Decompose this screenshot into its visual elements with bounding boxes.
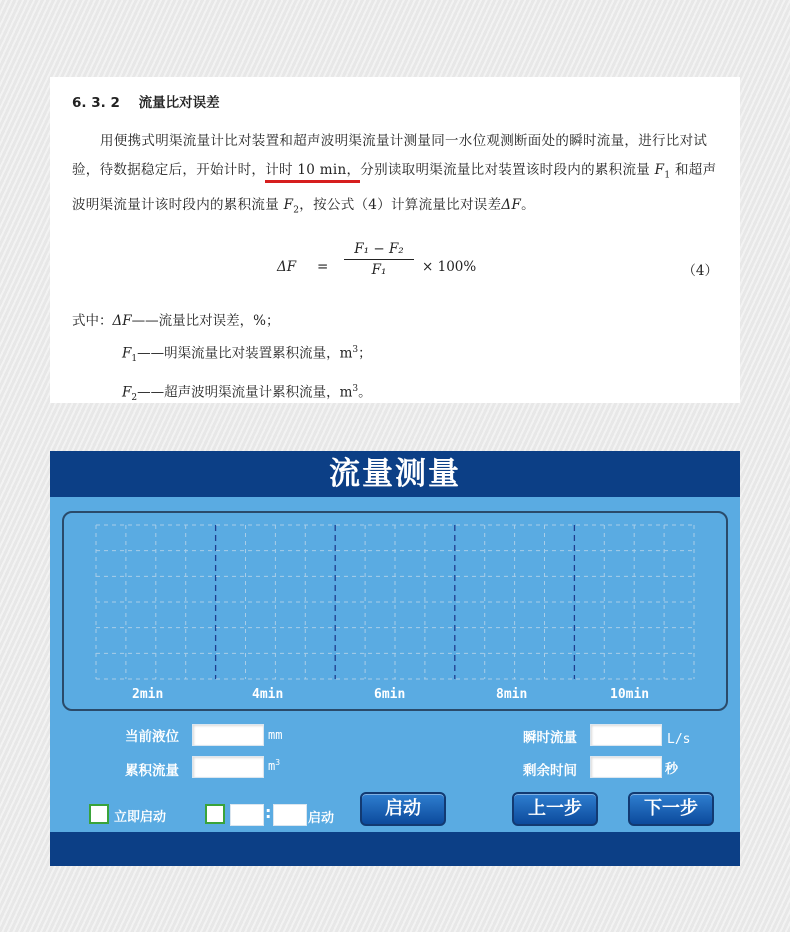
formula	[72, 237, 718, 301]
cumulative-flow-unit	[268, 758, 280, 773]
para-f2: F	[283, 196, 294, 213]
where-f1: F	[122, 345, 132, 362]
where-f2-sup: 3	[352, 383, 359, 394]
paragraph	[72, 127, 718, 225]
where-f2-end: 。	[358, 384, 372, 401]
where-f1-sup: 3	[352, 345, 359, 356]
chart-grid	[64, 513, 726, 709]
chart-area	[62, 511, 728, 711]
current-level-unit: mm	[268, 728, 283, 742]
where-row-f1	[72, 336, 718, 374]
scheduled-minute-input[interactable]	[273, 804, 307, 826]
remaining-time-unit: 秒	[665, 762, 679, 777]
where-delta-desc: ——流量比对误差，%；	[131, 313, 280, 330]
start-now-checkbox[interactable]	[89, 804, 109, 824]
where-f2-sub: 2	[131, 392, 138, 403]
remaining-time-input[interactable]	[590, 756, 662, 778]
x-tick-4min: 4min	[252, 687, 284, 702]
where-f2-desc: ——超声波明渠流量计累积流量，m	[137, 384, 353, 401]
scheduled-start-checkbox[interactable]	[205, 804, 225, 824]
start-button[interactable]: 启动	[360, 792, 446, 826]
where-f2: F	[122, 384, 132, 401]
formula-fraction	[344, 241, 414, 278]
instant-flow-label: 瞬时流量	[523, 730, 577, 746]
current-level-label: 当前液位	[125, 729, 179, 745]
instant-flow-input[interactable]	[590, 724, 662, 746]
section-number: 6. 3. 2	[72, 95, 120, 111]
where-row-f2	[72, 375, 718, 413]
x-tick-6min: 6min	[374, 687, 406, 702]
para-f1-sub: 1	[664, 170, 671, 181]
cumulative-flow-unit-sup: 3	[275, 758, 281, 767]
underlined-text: 计时 10 min，	[265, 162, 360, 183]
para-part1: 用便携式明渠流量计比对装置和超声波明渠流量计测量同一水位观测断面处的瞬时流量，进行比对试验，待数据稳定后，开始计时，	[72, 133, 708, 178]
flow-measurement-panel	[50, 451, 740, 866]
section-title: 流量比对误差	[138, 95, 220, 111]
cumulative-flow-unit-text: m	[268, 759, 276, 773]
para-f1: F	[654, 162, 665, 178]
where-row-delta	[72, 307, 718, 336]
where-delta: ΔF	[112, 313, 132, 330]
cumulative-flow-input[interactable]	[192, 756, 264, 778]
where-f1-desc: ——明渠流量比对装置累积流量，m	[137, 345, 353, 362]
formula-lhs: ΔF	[277, 259, 297, 276]
scheduled-start-label: 启动	[308, 811, 335, 826]
where-prefix: 式中：	[72, 313, 113, 330]
formula-number: （4）	[682, 263, 718, 280]
x-tick-2min: 2min	[132, 687, 164, 702]
para-part3: 和超声波明渠流量计该时段内的累积流量	[72, 162, 717, 213]
where-f1-sub: 1	[131, 354, 138, 365]
instant-flow-unit: L/s	[667, 732, 691, 747]
para-end: 。	[521, 196, 535, 213]
scheduled-hour-input[interactable]	[230, 804, 264, 826]
para-part2: 分别读取明渠流量比对装置该时段内的累积流量	[360, 162, 655, 178]
start-now-label: 立即启动	[114, 810, 167, 825]
remaining-time-label: 剩余时间	[523, 763, 577, 779]
prev-step-button[interactable]: 上一步	[512, 792, 598, 826]
formula-times: × 100%	[422, 259, 477, 276]
section-heading	[72, 91, 718, 111]
panel-footer	[50, 832, 740, 866]
cumulative-flow-label: 累积流量	[125, 763, 179, 779]
time-colon: :	[265, 803, 272, 822]
para-delta: ΔF	[501, 196, 522, 213]
next-step-button[interactable]: 下一步	[628, 792, 714, 826]
para-f2-sub: 2	[293, 205, 300, 216]
formula-eq: =	[317, 259, 329, 276]
document-excerpt	[50, 77, 740, 403]
x-tick-8min: 8min	[496, 687, 528, 702]
formula-denominator: F₁	[371, 262, 387, 279]
formula-numerator: F₁ − F₂	[344, 241, 414, 260]
where-block	[72, 307, 718, 412]
where-f1-end: ；	[358, 345, 372, 362]
panel-title: 流量测量	[50, 451, 740, 497]
current-level-input[interactable]	[192, 724, 264, 746]
para-part4: ，按公式（4）计算流量比对误差	[299, 196, 502, 213]
x-tick-10min: 10min	[610, 687, 650, 702]
